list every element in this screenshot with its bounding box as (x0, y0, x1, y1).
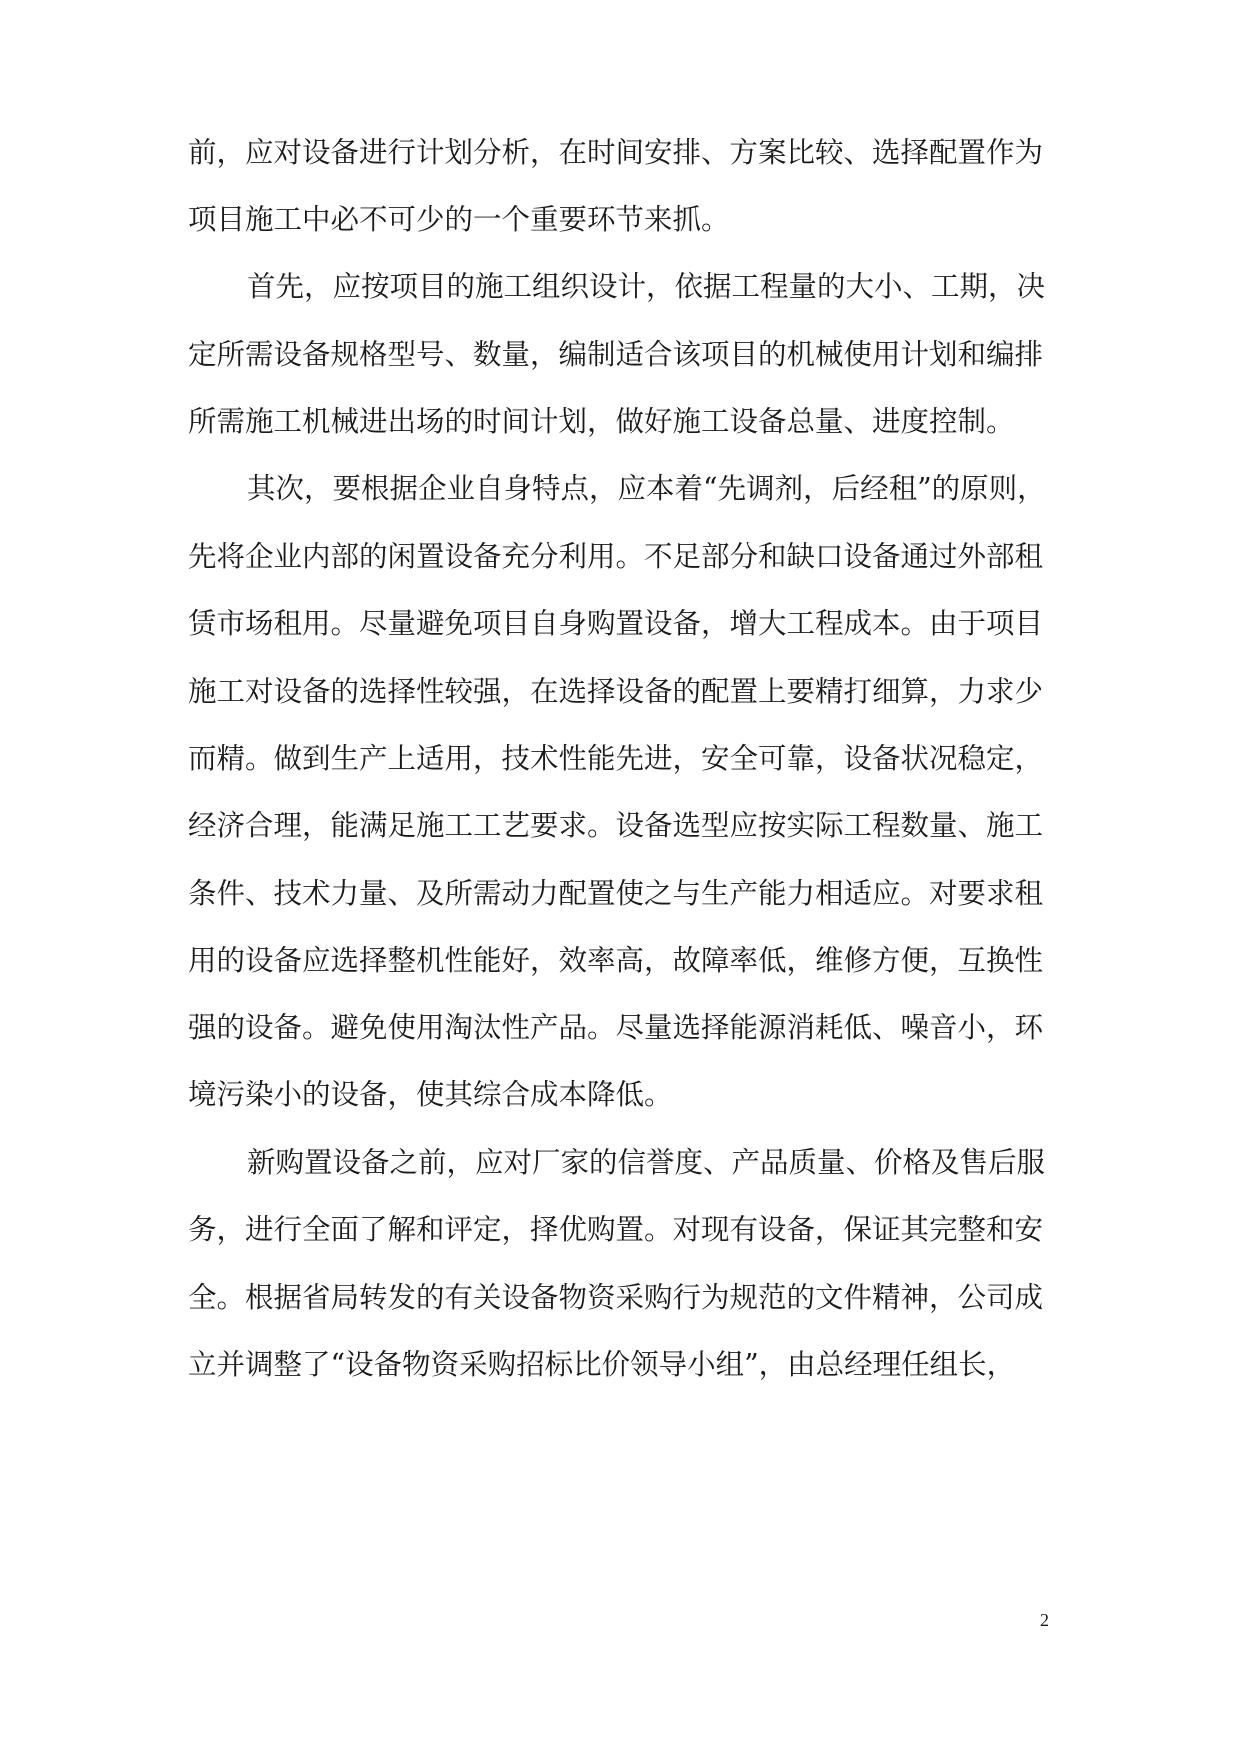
text-line: 先将企业内部的闲置设备充分利用。不足部分和缺口设备通过外部租 (188, 540, 1044, 573)
text-line: 条件、技术力量、及所需动力配置使之与生产能力相适应。对要求租 (188, 877, 1044, 910)
text-line: 施工对设备的选择性较强，在选择设备的配置上要精打细算，力求少 (188, 675, 1044, 708)
text-line: 所需施工机械进出场的时间计划，做好施工设备总量、进度控制。 (188, 405, 1015, 438)
text-line: 赁市场租用。尽量避免项目自身购置设备，增大工程成本。由于项目 (188, 607, 1044, 640)
text-line: 全。根据省局转发的有关设备物资采购行为规范的文件精神，公司成 (188, 1281, 1044, 1314)
text-line: 前，应对设备进行计划分析，在时间安排、方案比较、选择配置作为 (188, 136, 1044, 169)
text-line: 强的设备。避免使用淘汰性产品。尽量选择能源消耗低、噪音小，环 (188, 1011, 1044, 1044)
text-line: 立并调整了“设备物资采购招标比价领导小组”，由总经理任组长， (188, 1348, 1016, 1381)
paragraph-first-line: 其次，要根据企业自身特点，应本着“先调剂，后经租”的原则， (247, 472, 1046, 505)
text-line: 务，进行全面了解和评定，择优购置。对现有设备，保证其完整和安 (188, 1213, 1044, 1246)
text-line: 经济合理，能满足施工工艺要求。设备选型应按实际工程数量、施工 (188, 809, 1044, 842)
text-line: 用的设备应选择整机性能好，效率高，故障率低，维修方便，互换性 (188, 944, 1044, 977)
text-line: 境污染小的设备，使其综合成本降低。 (188, 1078, 673, 1111)
text-line: 项目施工中必不可少的一个重要环节来抓。 (188, 203, 730, 236)
text-line: 而精。做到生产上适用，技术性能先进，安全可靠，设备状况稳定， (188, 742, 1044, 775)
text-line: 定所需设备规格型号、数量，编制适合该项目的机械使用计划和编排 (188, 338, 1044, 371)
page-number: 2 (1040, 1610, 1049, 1630)
paragraph-first-line: 新购置设备之前，应对厂家的信誉度、产品质量、价格及售后服 (247, 1146, 1046, 1179)
paragraph-first-line: 首先，应按项目的施工组织设计，依据工程量的大小、工期，决 (247, 270, 1046, 303)
